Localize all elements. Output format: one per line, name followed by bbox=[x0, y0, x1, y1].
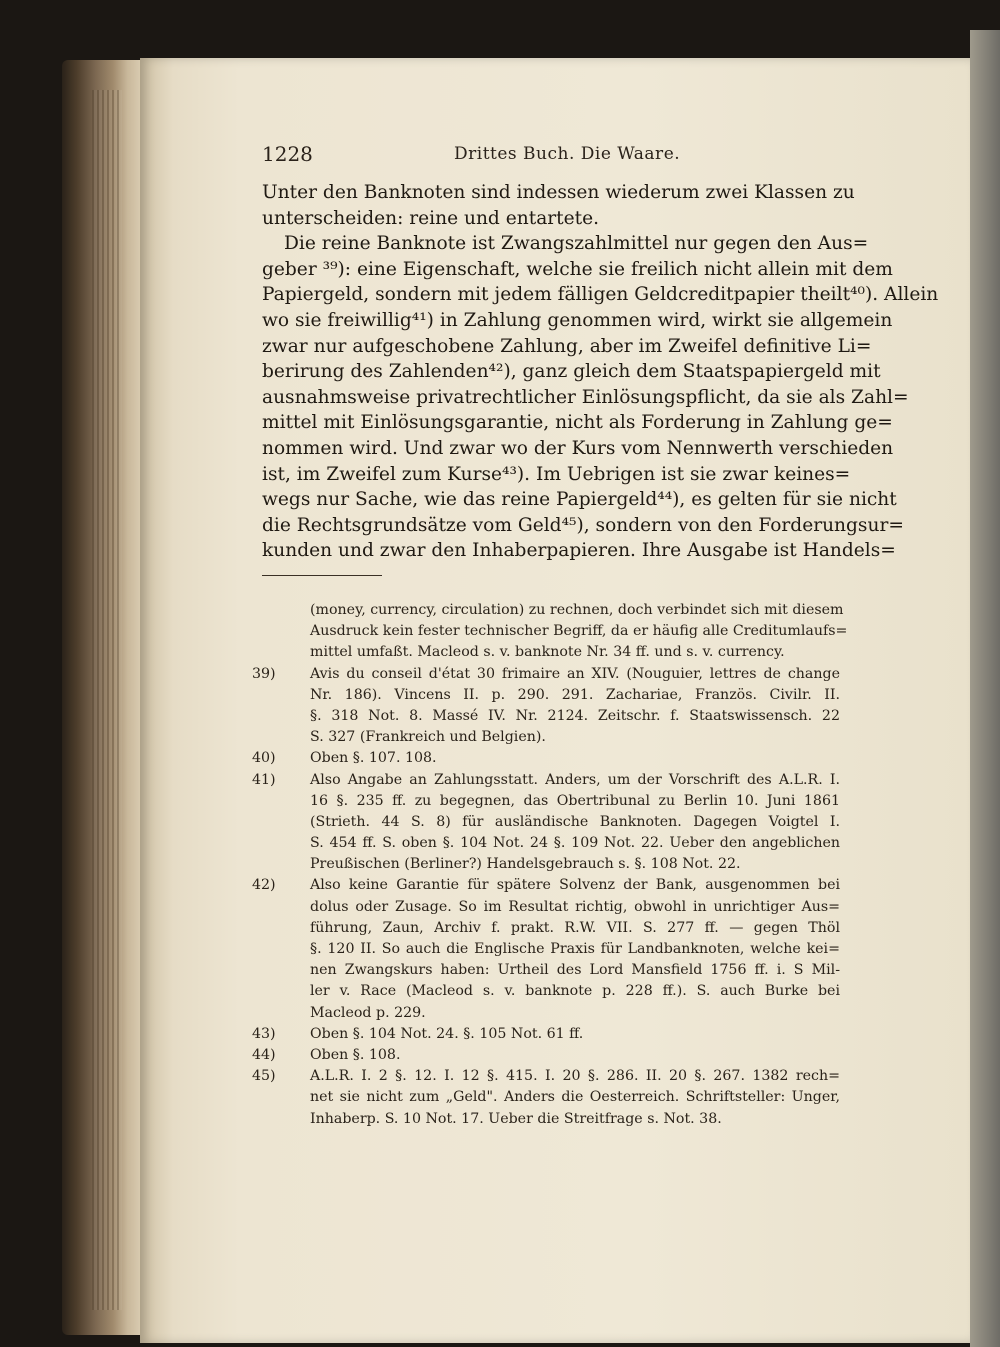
footnote-line: Nr. 186). Vincens II. p. 290. 291. Zachariae, Französ. Civilr. II. bbox=[310, 686, 840, 703]
footnote-line: Oben §. 104 Not. 24. §. 105 Not. 61 ff. bbox=[310, 1025, 584, 1042]
footnote-line: (Strieth. 44 S. 8) für ausländische Banknoten. Dagegen Voigtel I. bbox=[310, 813, 840, 830]
footnote-line: Inhaberp. S. 10 Not. 17. Ueber die Streitfrage s. Not. 38. bbox=[310, 1110, 722, 1127]
running-head: Drittes Buch. Die Waare. bbox=[454, 144, 681, 164]
text-line: wo sie freiwillig⁴¹) in Zahlung genommen wird, wirkt sie allgemein bbox=[262, 309, 893, 331]
footnote bbox=[252, 1066, 842, 1130]
main-text bbox=[262, 180, 939, 564]
text-line: Unter den Banknoten sind indessen wiederum zwei Klassen zu bbox=[262, 182, 855, 203]
text-line: ist, im Zweifel zum Kurse⁴³). Im Uebrigen ist sie zwar keines= bbox=[262, 463, 851, 485]
footnote bbox=[252, 1024, 842, 1045]
footnote-line: 16 §. 235 ff. zu begegnen, das Obertribunal zu Berlin 10. Juni 1861 bbox=[310, 792, 840, 809]
footnote-number: 42) bbox=[252, 877, 276, 894]
footnote bbox=[262, 600, 848, 664]
footnote-line: Macleod p. 229. bbox=[310, 1004, 426, 1021]
footnote bbox=[252, 875, 842, 1023]
text-line: mittel mit Einlösungsgarantie, nicht als Forderung in Zahlung ge= bbox=[262, 412, 893, 434]
footnote-line: Oben §. 108. bbox=[310, 1046, 401, 1063]
footnote-line: S. 454 ff. S. oben §. 104 Not. 24 §. 109 Not. 22. Ueber den angeblichen bbox=[310, 835, 840, 852]
footnote-number: 44) bbox=[252, 1046, 276, 1063]
footnote-line: dolus oder Zusage. So im Resultat richtig, obwohl in unrichtiger Aus= bbox=[310, 898, 840, 915]
footnote-line: §. 120 II. So auch die Englische Praxis für Landbanknoten, welche kei= bbox=[310, 941, 840, 957]
footnote-line: net sie nicht zum „Geld". Anders die Oesterreich. Schriftsteller: Unger, bbox=[310, 1089, 840, 1106]
footnote-line: nen Zwangskurs haben: Urtheil des Lord Mansfield 1756 ff. i. S Mil- bbox=[310, 962, 840, 979]
text-line: berirung des Zahlenden⁴²), ganz gleich dem Staatspapiergeld mit bbox=[262, 361, 881, 383]
page-number: 1228 bbox=[262, 142, 313, 166]
footnote-line: Preußischen (Berliner?) Handelsgebrauch s. §. 108 Not. 22. bbox=[310, 856, 741, 873]
page-header bbox=[262, 142, 842, 172]
footnote bbox=[252, 748, 842, 769]
text-line: unterscheiden: reine und entartete. bbox=[262, 207, 600, 229]
footnote-number: 39) bbox=[252, 665, 276, 682]
footnote-number: 43) bbox=[252, 1025, 276, 1042]
text-line: nommen wird. Und zwar wo der Kurs vom Nennwerth verschieden bbox=[262, 437, 894, 459]
text-line: kunden und zwar den Inhaberpapieren. Ihre Ausgabe ist Handels= bbox=[262, 540, 896, 562]
footnote-line: Also Angabe an Zahlungsstatt. Anders, um der Vorschrift des A.L.R. I. bbox=[310, 771, 840, 788]
footnote-rule bbox=[262, 575, 382, 576]
footnote bbox=[252, 1045, 842, 1066]
footnote-number: 41) bbox=[252, 771, 276, 788]
footnote-line: A.L.R. I. 2 §. 12. I. 12 §. 415. I. 20 §. 286. II. 20 §. 267. 1382 rech= bbox=[310, 1068, 840, 1085]
footnote-line: Avis du conseil d'état 30 frimaire an XIV. (Nouguier, lettres de change bbox=[310, 665, 840, 682]
footnote-line: Ausdruck kein fester technischer Begriff, da er häufig alle Creditumlaufs= bbox=[310, 623, 848, 640]
opposite-page-edge bbox=[970, 30, 1000, 1347]
text-line: Papiergeld, sondern mit jedem fälligen Geldcreditpapier theilt⁴⁰). Allein bbox=[262, 284, 939, 306]
footnote-line: Oben §. 107. 108. bbox=[310, 750, 437, 767]
text-line: zwar nur aufgeschobene Zahlung, aber im Zweifel definitive Li= bbox=[262, 335, 872, 357]
text-line: Die reine Banknote ist Zwangszahlmittel nur gegen den Aus= bbox=[284, 233, 869, 255]
page-stack-edges bbox=[92, 90, 122, 1310]
footnote-line: führung, Zaun, Archiv f. prakt. R.W. VII. S. 277 ff. — gegen Thöl bbox=[310, 919, 840, 936]
text-line: geber ³⁹): eine Eigenschaft, welche sie freilich nicht allein mit dem bbox=[262, 258, 893, 280]
text-line: ausnahmsweise privatrechtlicher Einlösungspflicht, da sie als Zahl= bbox=[262, 386, 909, 408]
footnote-line: §. 318 Not. 8. Massé IV. Nr. 2124. Zeitschr. f. Staatswissensch. 22 bbox=[310, 707, 840, 724]
footnote-line: Also keine Garantie für spätere Solvenz der Bank, ausgenommen bei bbox=[310, 877, 840, 894]
footnote bbox=[252, 664, 842, 749]
footnote-line: (money, currency, circulation) zu rechnen, doch verbindet sich mit diesem bbox=[310, 602, 844, 618]
footnote-line: ler v. Race (Macleod s. v. banknote p. 228 ff.). S. auch Burke bei bbox=[310, 983, 840, 1000]
footnote-line: S. 327 (Frankreich und Belgien). bbox=[310, 729, 546, 746]
footnote bbox=[252, 770, 842, 876]
text-line: wegs nur Sache, wie das reine Papiergeld⁴⁴), es gelten für sie nicht bbox=[262, 489, 897, 511]
footnote-number: 45) bbox=[252, 1068, 276, 1085]
text-line: die Rechtsgrundsätze vom Geld⁴⁵), sondern von den Forderungsur= bbox=[262, 514, 904, 536]
footnotes bbox=[252, 600, 848, 1130]
footnote-number: 40) bbox=[252, 750, 276, 767]
footnote-line: mittel umfaßt. Macleod s. v. banknote Nr. 34 ff. und s. v. currency. bbox=[310, 644, 785, 661]
